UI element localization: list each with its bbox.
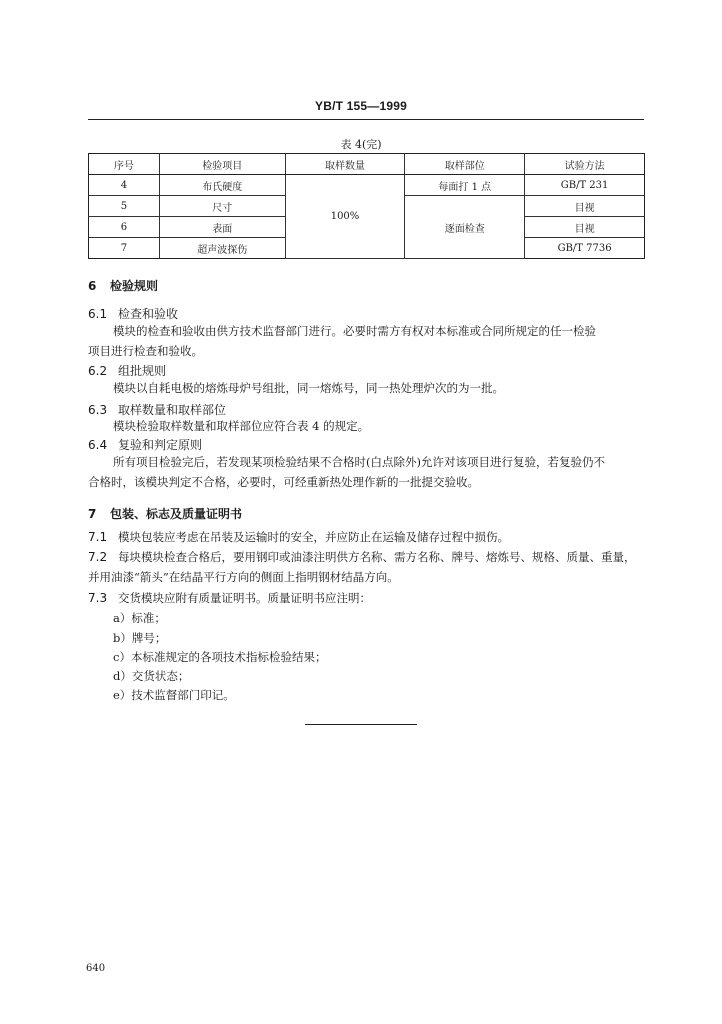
paragraph-6-2 bbox=[88, 378, 648, 398]
paragraph-line: 模块以自耗电极的熔炼母炉号组批，同一熔炼号，同一热处理炉次的为一批。 bbox=[113, 381, 504, 395]
section-title: 检验规则 bbox=[110, 279, 159, 293]
paragraph-line: 模块检验取样数量和取样部位应符合表 4 的规定。 bbox=[113, 419, 370, 433]
cell-item: 表面 bbox=[159, 217, 285, 238]
cell-no: 4 bbox=[89, 175, 160, 196]
table-header-row bbox=[89, 154, 645, 175]
subsection-title: 检查和验收 bbox=[118, 307, 179, 321]
cell-method: 目视 bbox=[525, 196, 645, 217]
list-item: b）牌号； bbox=[113, 631, 167, 645]
subsection-number: 7.1 bbox=[88, 530, 108, 544]
list-item: e）技术监督部门印记。 bbox=[113, 688, 235, 702]
cell-no: 7 bbox=[89, 238, 160, 259]
cell-location: 每面打 1 点 bbox=[405, 175, 525, 196]
paragraph-line: 交货模块应附有质量证明书。质量证明书应注明： bbox=[118, 591, 371, 605]
page-number: 640 bbox=[86, 963, 106, 974]
list-item: a）标准； bbox=[113, 611, 166, 625]
subsection-title: 组批规则 bbox=[118, 364, 167, 378]
section-number: 7 bbox=[88, 507, 97, 521]
subsection-title: 取样数量和取样部位 bbox=[118, 403, 227, 417]
paragraph-line: 并用油漆“箭头”在结晶平行方向的侧面上指明钢材结晶方向。 bbox=[88, 570, 399, 584]
subsection-number: 6.1 bbox=[88, 307, 108, 321]
cell-method: GB/T 231 bbox=[525, 175, 645, 196]
section-7-heading bbox=[88, 505, 242, 522]
section-number: 6 bbox=[88, 279, 97, 293]
paragraph-line: 每块模块检查合格后，要用钢印或油漆注明供方名称、需方名称、牌号、熔炼号、规格、质量、重量， bbox=[118, 550, 636, 564]
cell-quantity-merged: 100% bbox=[285, 175, 405, 259]
paragraph-line: 合格时，该模块判定不合格，必要时，可经重新热处理作新的一批提交验收。 bbox=[88, 475, 479, 489]
subsection-number: 7.2 bbox=[88, 550, 108, 564]
subsection-number: 6.3 bbox=[88, 403, 108, 417]
subsection-6-2-heading bbox=[88, 362, 166, 379]
col-header-item: 检验项目 bbox=[159, 154, 285, 175]
table-row bbox=[89, 175, 645, 196]
paragraph-line: 项目进行检查和验收。 bbox=[88, 344, 203, 358]
cell-location-merged: 逐面检查 bbox=[405, 196, 525, 259]
paragraph-line: 所有项目检验完后，若发现某项检验结果不合格时(白点除外)允许对该项目进行复验，若复验仍不 bbox=[113, 455, 605, 469]
section-title: 包装、标志及质量证明书 bbox=[110, 507, 243, 521]
paragraph-7-3 bbox=[88, 588, 648, 608]
standard-code-header: YB/T 155—1999 bbox=[315, 99, 407, 113]
subsection-6-4-heading bbox=[88, 436, 202, 453]
col-header-method: 试验方法 bbox=[525, 154, 645, 175]
paragraph-line: 模块的检查和验收由供方技术监督部门进行。必要时需方有权对本标准或合同所规定的任一检验 bbox=[113, 324, 596, 338]
col-header-location: 取样部位 bbox=[405, 154, 525, 175]
subsection-number: 7.3 bbox=[88, 591, 108, 605]
list-item: c）本标准规定的各项技术指标检验结果； bbox=[113, 650, 327, 664]
subsection-number: 6.4 bbox=[88, 438, 108, 452]
subsection-number: 6.2 bbox=[88, 364, 108, 378]
section-6-heading bbox=[88, 277, 158, 294]
col-header-no: 序号 bbox=[89, 154, 160, 175]
subsection-title: 复验和判定原则 bbox=[118, 438, 203, 452]
cell-item: 超声波探伤 bbox=[159, 238, 285, 259]
cell-item: 布氏硬度 bbox=[159, 175, 285, 196]
cell-item: 尺寸 bbox=[159, 196, 285, 217]
table-title: 表 4(完) bbox=[340, 138, 382, 151]
cell-method: GB/T 7736 bbox=[525, 238, 645, 259]
paragraph-6-4 bbox=[88, 452, 648, 492]
col-header-quantity: 取样数量 bbox=[285, 154, 405, 175]
paragraph-line: 模块包装应考虑在吊装及运输时的安全，并应防止在运输及储存过程中损伤。 bbox=[118, 530, 509, 544]
paragraph-6-3 bbox=[88, 416, 648, 436]
cell-method: 目视 bbox=[525, 217, 645, 238]
paragraph-7-2 bbox=[88, 547, 648, 587]
subsection-6-1-heading bbox=[88, 305, 178, 322]
cell-no: 5 bbox=[89, 196, 160, 217]
inspection-table bbox=[88, 153, 645, 259]
paragraph-6-1 bbox=[88, 321, 648, 361]
list-item: d）交货状态； bbox=[113, 669, 190, 683]
header-rule bbox=[88, 119, 644, 120]
cell-no: 6 bbox=[89, 217, 160, 238]
end-of-document-rule bbox=[305, 724, 417, 725]
paragraph-7-1 bbox=[88, 527, 648, 547]
